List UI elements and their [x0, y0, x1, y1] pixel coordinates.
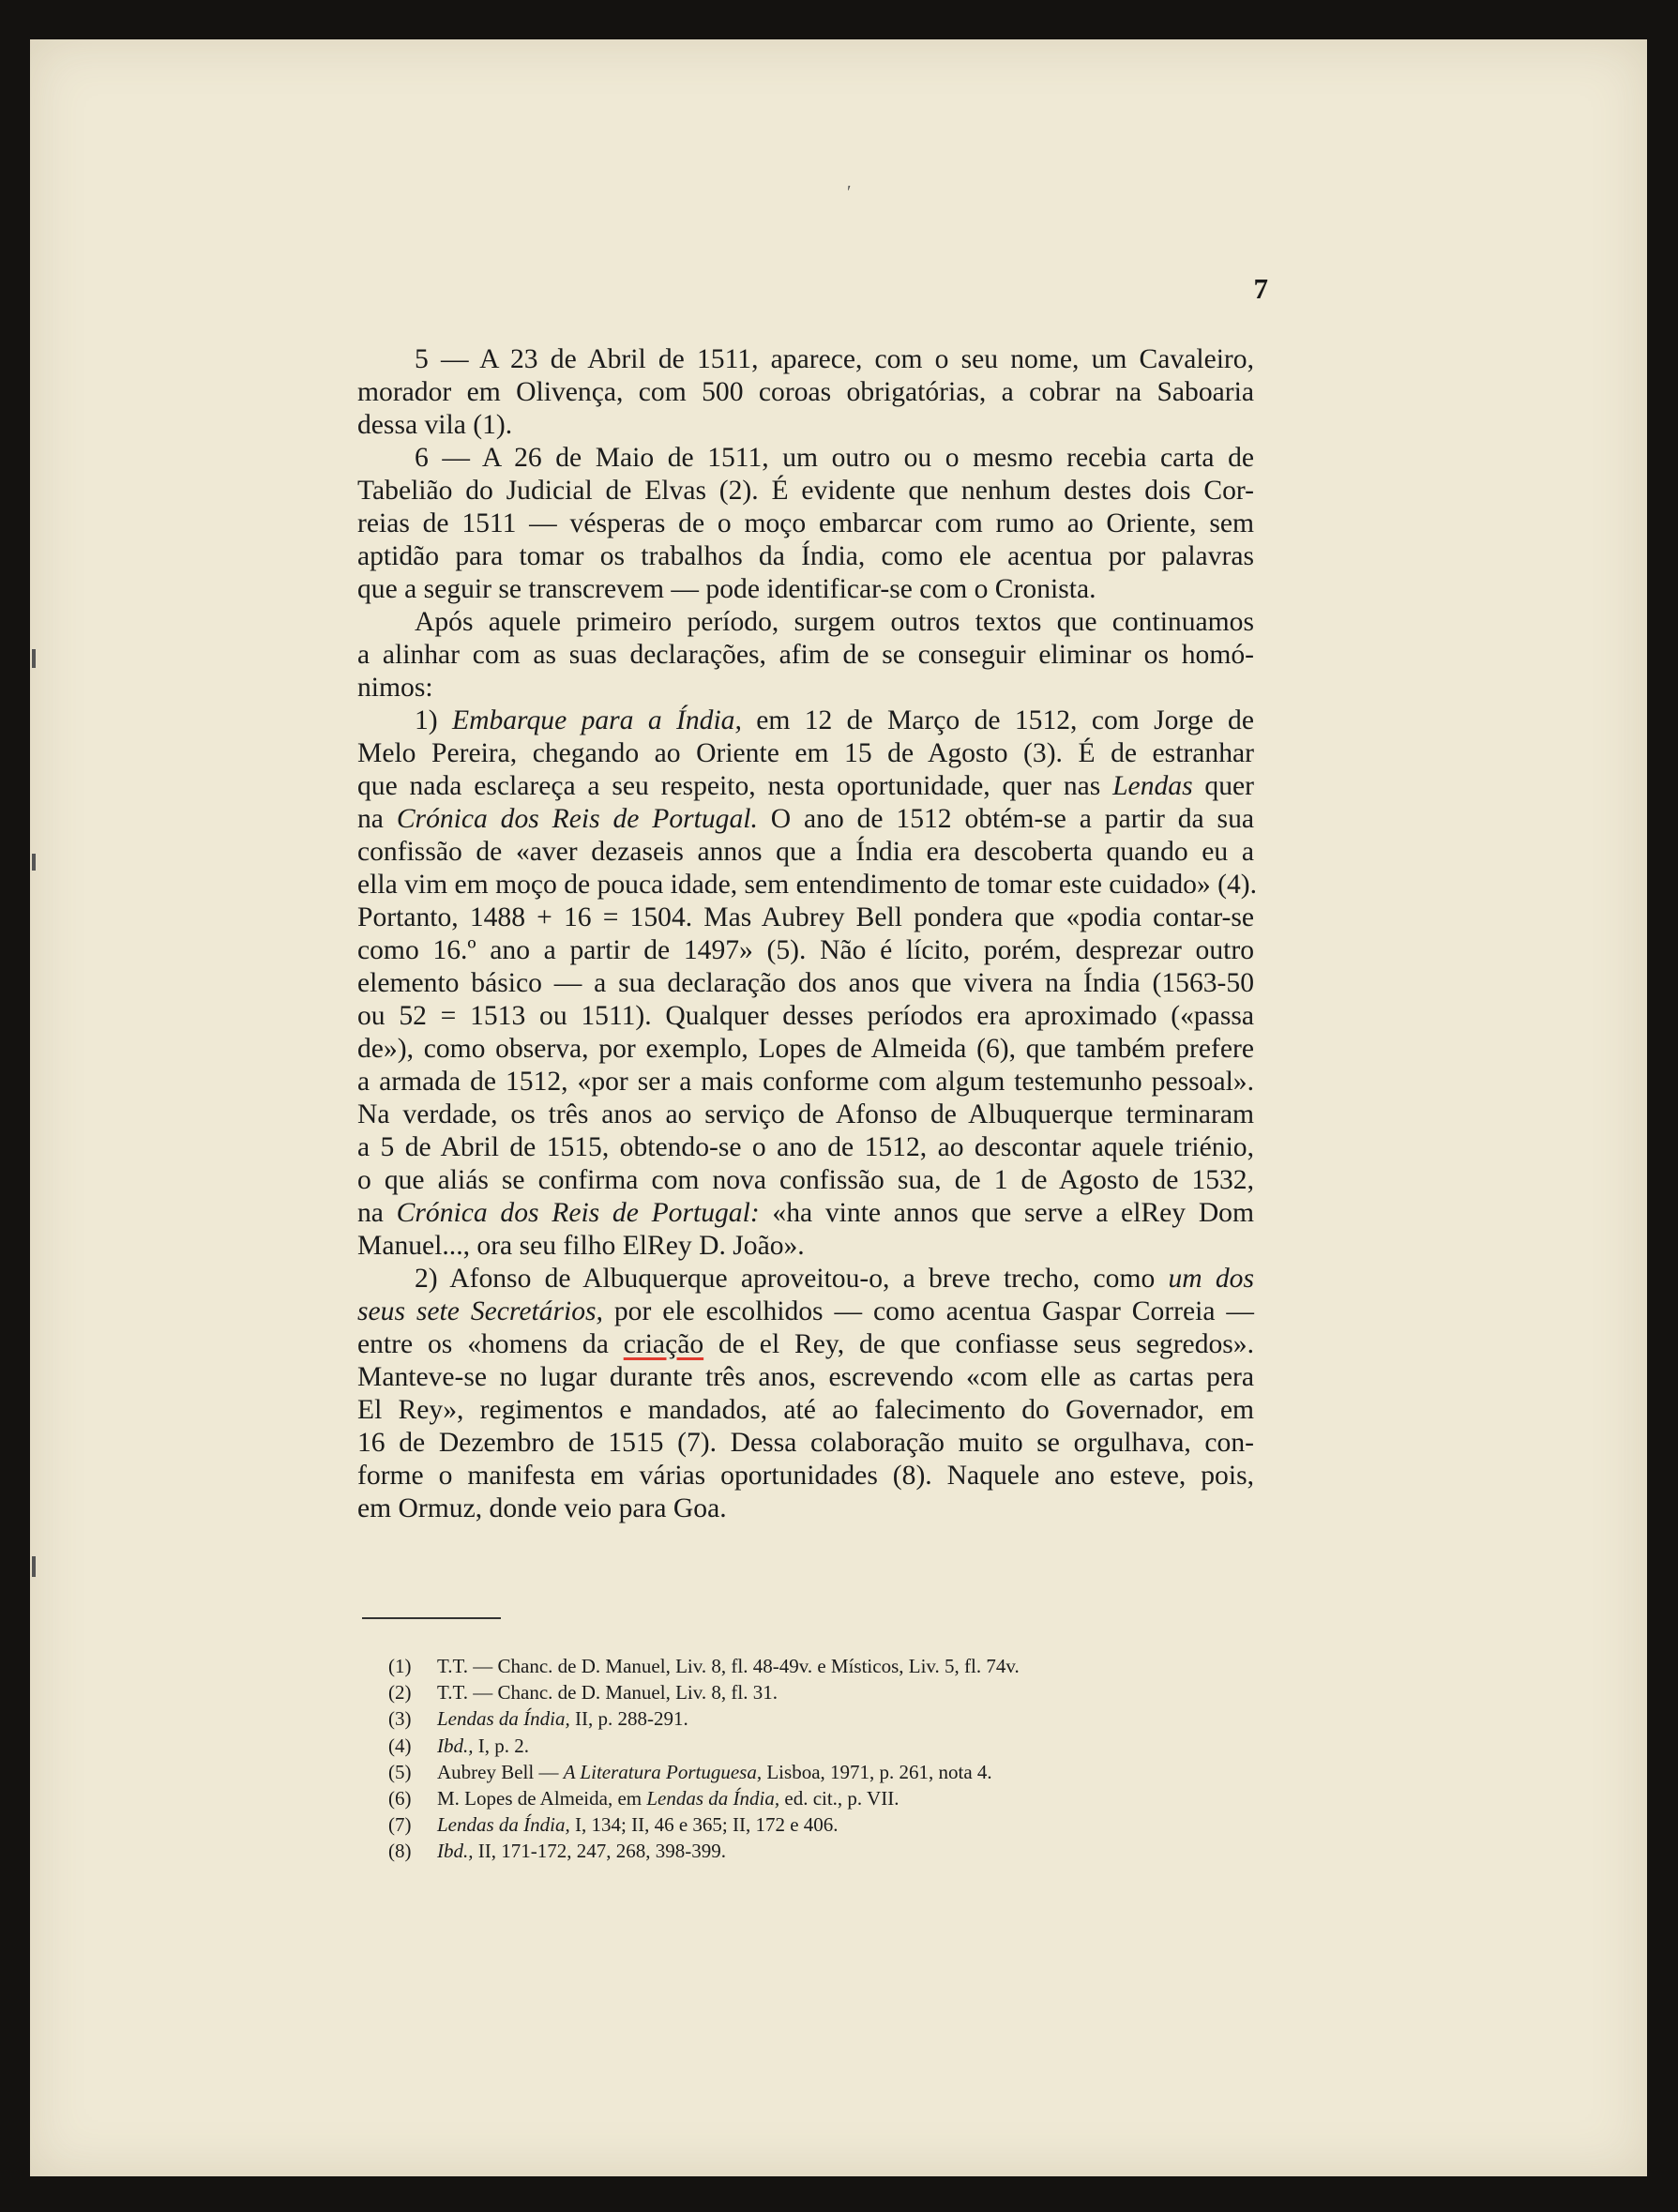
italic-run: Lendas [1112, 771, 1193, 801]
footnote-italic: Lendas da Índia, [437, 1707, 570, 1731]
stray-mark: ′ [847, 182, 852, 203]
footnote-text: II, p. 288-291. [569, 1707, 688, 1731]
text-line [357, 1230, 1254, 1263]
text-line [357, 1328, 1254, 1361]
footnote-item [388, 1653, 1232, 1679]
footnote-item [388, 1705, 1232, 1732]
text-line: Após aquele primeiro período, surgem outros textos que continuamos [415, 607, 1254, 637]
text-run: Manteve-se no lugar durante três anos, escrevendo «com elle as cartas pera [357, 1362, 1254, 1392]
text-line [357, 1427, 1254, 1460]
text-run: como 16.º ano a partir de 1497» (5). Não é lícito, porém, desprezar outro [357, 935, 1254, 965]
footnote-italic: Lendas da Índia, [646, 1786, 780, 1810]
text-line: 6 — A 26 de Maio de 1511, um outro ou o mesmo recebia carta de [415, 443, 1254, 473]
text-run: 16 de Dezembro de 1515 (7). Dessa colaboração muito se orgulhava, con- [357, 1428, 1254, 1458]
text-line [357, 705, 1254, 737]
text-run: de el Rey, de que confiasse seus segredos». [703, 1329, 1254, 1359]
footnote-item [388, 1811, 1232, 1838]
footnote-text: I, 134; II, 46 e 365; II, 172 e 406. [569, 1813, 839, 1837]
text-run: em 12 de Março de 1512, com Jorge de [741, 705, 1254, 735]
text-line: que a seguir se transcrevem — pode identificar-se com o Cronista. [357, 574, 1096, 604]
text-line: nimos: [357, 673, 433, 703]
footnote-text: T.T. — Chanc. de D. Manuel, Liv. 8, fl. 48-49v. e Místicos, Liv. 5, fl. 74v. [437, 1655, 1020, 1677]
text-run: «ha vinte annos que serve a elRey Dom [759, 1198, 1255, 1228]
footnote-text: II, 171-172, 247, 268, 398-399. [473, 1840, 726, 1863]
text-run: El Rey», regimentos e mandados, até ao falecimento do Governador, em [357, 1395, 1254, 1425]
footnote-italic: Lendas da Índia, [437, 1813, 570, 1837]
text-line [357, 967, 1254, 1000]
text-run: 2) Afonso de Albuquerque aproveitou-o, a breve trecho, como [415, 1264, 1169, 1294]
text-line [357, 803, 1254, 836]
text-run: forme o manifesta em várias oportunidades (8). Naquele ano esteve, pois, [357, 1461, 1254, 1491]
text-line [357, 770, 1254, 803]
footnote-rule [362, 1617, 501, 1619]
text-line [357, 1361, 1254, 1394]
text-run: Na verdade, os três anos ao serviço de Afonso de Albuquerque terminaram [357, 1099, 1254, 1129]
text-run: que nada esclareça a seu respeito, nesta oportunidade, quer nas [357, 771, 1113, 801]
binding-mark [32, 854, 36, 871]
text-run: elemento básico — a sua declaração dos anos que vivera na Índia (1563-50 [357, 968, 1254, 998]
text-run: ella vim em moço de pouca idade, sem entendimento de tomar este cuidado» (4). [357, 870, 1258, 900]
footnote-number: (8) [388, 1840, 412, 1863]
text-line [357, 1066, 1254, 1098]
italic-run: Crónica dos Reis de Portugal. [396, 804, 758, 834]
footnote-text: M. Lopes de Almeida, em [437, 1786, 647, 1810]
binding-mark [32, 1556, 36, 1577]
footnote-italic: A Literatura Portuguesa, [563, 1760, 763, 1783]
binding-mark [32, 649, 36, 668]
text-line [357, 901, 1254, 934]
text-line [357, 1131, 1254, 1164]
text-run: a armada de 1512, «por ser a mais conforme com algum testemunho pessoal». [357, 1067, 1254, 1097]
footnotes [388, 1653, 1232, 1865]
text-run: quer [1192, 771, 1254, 801]
footnote-text: ed. cit., p. VII. [779, 1786, 899, 1810]
italic-run: Embarque para a Índia, [452, 705, 742, 735]
text-line [357, 737, 1254, 770]
footnote-text: I, p. 2. [473, 1734, 529, 1757]
footnote-italic: Ibd., [437, 1734, 474, 1757]
text-line [357, 1197, 1254, 1230]
italic-run: seus sete Secretários, [357, 1296, 603, 1326]
text-line: reias de 1511 — vésperas de o moço embarcar com rumo ao Oriente, sem [357, 508, 1254, 538]
text-line [357, 1295, 1254, 1328]
footnote-number: (3) [388, 1707, 412, 1731]
text-run: em Ormuz, donde veio para Goa. [357, 1493, 727, 1523]
body-text [357, 343, 1258, 1525]
text-run: a 5 de Abril de 1515, obtendo-se o ano de 1512, ao descontar aquele triénio, [357, 1132, 1254, 1162]
footnote-number: (5) [388, 1760, 412, 1783]
text-run: Melo Pereira, chegando ao Oriente em 15 de Agosto (3). É de estranhar [357, 738, 1254, 768]
text-line [357, 869, 1258, 901]
text-run: O ano de 1512 obtém-se a partir da sua [757, 804, 1254, 834]
text-line: morador em Olivença, com 500 coroas obrigatórias, a cobrar na Saboaria [357, 377, 1254, 407]
footnote-number: (4) [388, 1734, 412, 1757]
text-line [357, 1263, 1254, 1295]
text-run: confissão de «aver dezaseis annos que a Índia era descoberta quando eu a [357, 837, 1254, 867]
footnote-text: Aubrey Bell — [437, 1760, 564, 1783]
text-line [357, 934, 1254, 967]
text-run: Portanto, 1488 + 16 = 1504. Mas Aubrey Bell pondera que «podia contar-se [357, 902, 1254, 932]
text-run: 1) [415, 705, 453, 735]
footnote-number: (7) [388, 1813, 412, 1837]
text-line: 5 — A 23 de Abril de 1511, aparece, com o seu nome, um Cavaleiro, [415, 344, 1254, 374]
text-line [357, 1000, 1254, 1033]
text-run: ou 52 = 1513 ou 1511). Qualquer desses períodos era aproximado («passa [357, 1001, 1254, 1031]
text-run: por ele escolhidos — como acentua Gaspar Correia — [602, 1296, 1254, 1326]
text-run: entre os «homens da [357, 1329, 624, 1359]
text-run: na [357, 1198, 397, 1228]
text-line [357, 836, 1254, 869]
text-line [357, 1164, 1254, 1197]
footnote-number: (2) [388, 1681, 412, 1704]
italic-run: Crónica dos Reis de Portugal: [396, 1198, 760, 1228]
footnote-number: (6) [388, 1786, 412, 1810]
document-page [30, 39, 1647, 2176]
footnote-item [388, 1679, 1232, 1705]
text-line [357, 1394, 1254, 1427]
footnote-item [388, 1785, 1232, 1811]
text-line: aptidão para tomar os trabalhos da Índia, como ele acentua por palavras [357, 541, 1254, 571]
text-line [357, 1460, 1254, 1492]
text-line [357, 1098, 1254, 1131]
text-line [357, 1033, 1254, 1066]
footnote-number: (1) [388, 1655, 412, 1677]
text-line: a alinhar com as suas declarações, afim de se conseguir eliminar os homó- [357, 640, 1254, 670]
text-line [357, 1492, 1254, 1525]
footnote-item [388, 1838, 1232, 1864]
italic-run: um dos [1168, 1264, 1254, 1294]
page-number: 7 [1253, 272, 1268, 305]
text-line: Tabelião do Judicial de Elvas (2). É evidente que nenhum destes dois Cor- [357, 476, 1254, 506]
footnote-text: Lisboa, 1971, p. 261, nota 4. [762, 1760, 992, 1783]
underlined-word: criação [623, 1329, 704, 1359]
text-run: Manuel..., ora seu filho ElRey D. João». [357, 1231, 805, 1261]
footnote-italic: Ibd., [437, 1840, 474, 1863]
text-run: o que aliás se confirma com nova confissão sua, de 1 de Agosto de 1532, [357, 1165, 1254, 1195]
footnote-item [388, 1733, 1232, 1759]
footnote-item [388, 1759, 1232, 1785]
text-run: na [357, 804, 397, 834]
text-line: dessa vila (1). [357, 410, 513, 440]
text-run: de»), como observa, por exemplo, Lopes de Almeida (6), que também prefere [357, 1034, 1254, 1064]
footnote-text: T.T. — Chanc. de D. Manuel, Liv. 8, fl. 31. [437, 1681, 778, 1704]
